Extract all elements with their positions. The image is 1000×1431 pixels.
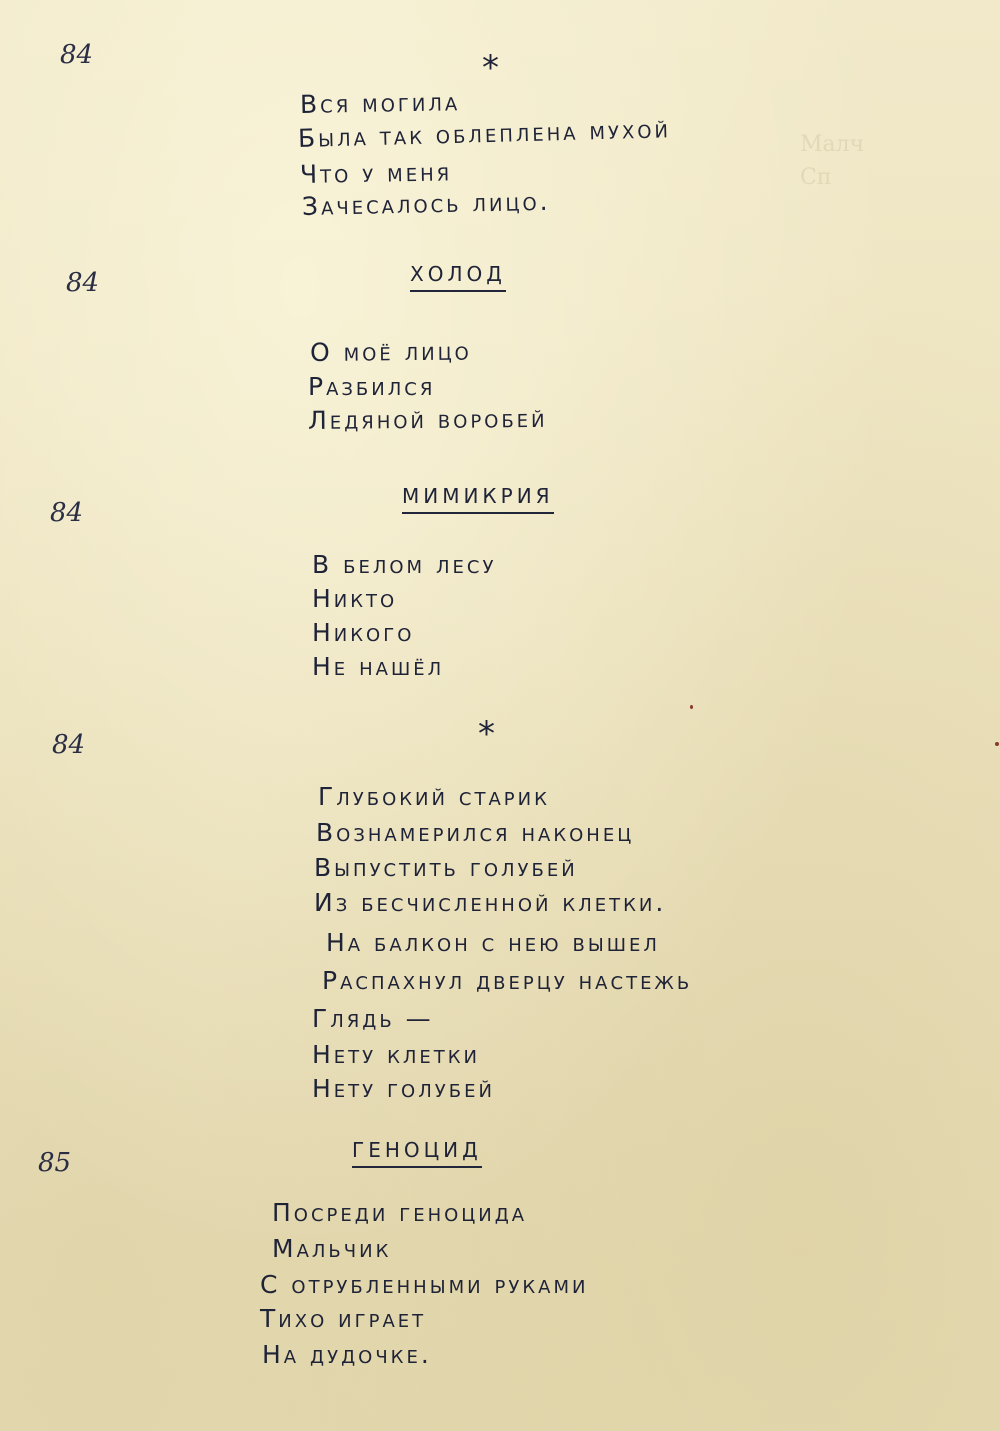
poem-title: МИМИКРИЯ <box>402 484 554 514</box>
poem-line: Выпустить голубей <box>314 853 578 882</box>
poem-line: Мальчик <box>272 1234 392 1263</box>
page-number: 85 <box>38 1148 72 1178</box>
section-asterisk: * <box>478 714 495 754</box>
poem-line: Нету клетки <box>312 1040 481 1069</box>
poem-line: О моё лицо <box>309 336 472 367</box>
poem-line: Ледяной воробей <box>307 403 548 435</box>
ink-speck <box>995 742 999 746</box>
poem-line: Из бесчисленной клетки. <box>314 888 667 917</box>
poem-line: На дудочке. <box>262 1340 432 1369</box>
poem-line: Зачесалось лицо. <box>301 186 551 221</box>
poem-line: Что у меня <box>299 157 453 189</box>
poem-line: Вознамерился наконец <box>316 818 635 847</box>
poem-line: Тихо играет <box>260 1304 427 1333</box>
poem-line: Глядь — <box>312 1004 434 1033</box>
poem-line: В белом лесу <box>312 550 497 579</box>
poem-title: ГЕНОЦИД <box>352 1138 482 1168</box>
ink-speck <box>690 705 693 709</box>
bleed-through-text: Малч Сп <box>800 132 865 190</box>
poem-line: Не нашёл <box>312 652 445 681</box>
poem-line: Распахнул дверцу настежь <box>322 966 693 995</box>
poem-line: С отрубленными руками <box>260 1270 589 1299</box>
poem-line: На балкон с нею вышел <box>326 928 660 957</box>
poem-line: Никого <box>312 618 415 647</box>
poem-line: Вся могила <box>299 87 461 119</box>
poem-line: Разбился <box>308 372 436 401</box>
page-number: 84 <box>50 498 84 528</box>
poem-line: Никто <box>312 584 398 613</box>
page-number: 84 <box>52 730 86 760</box>
poem-line: Посреди геноцида <box>272 1198 528 1227</box>
poem-line: Глубокий старик <box>318 782 550 811</box>
poem-line: Нету голубей <box>312 1074 495 1103</box>
section-asterisk: * <box>482 48 499 88</box>
poem-title: ХОЛОД <box>410 262 506 292</box>
page-number: 84 <box>66 268 100 298</box>
poem-line: Была так облеплена мухой <box>297 114 672 153</box>
page-number: 84 <box>60 40 94 70</box>
